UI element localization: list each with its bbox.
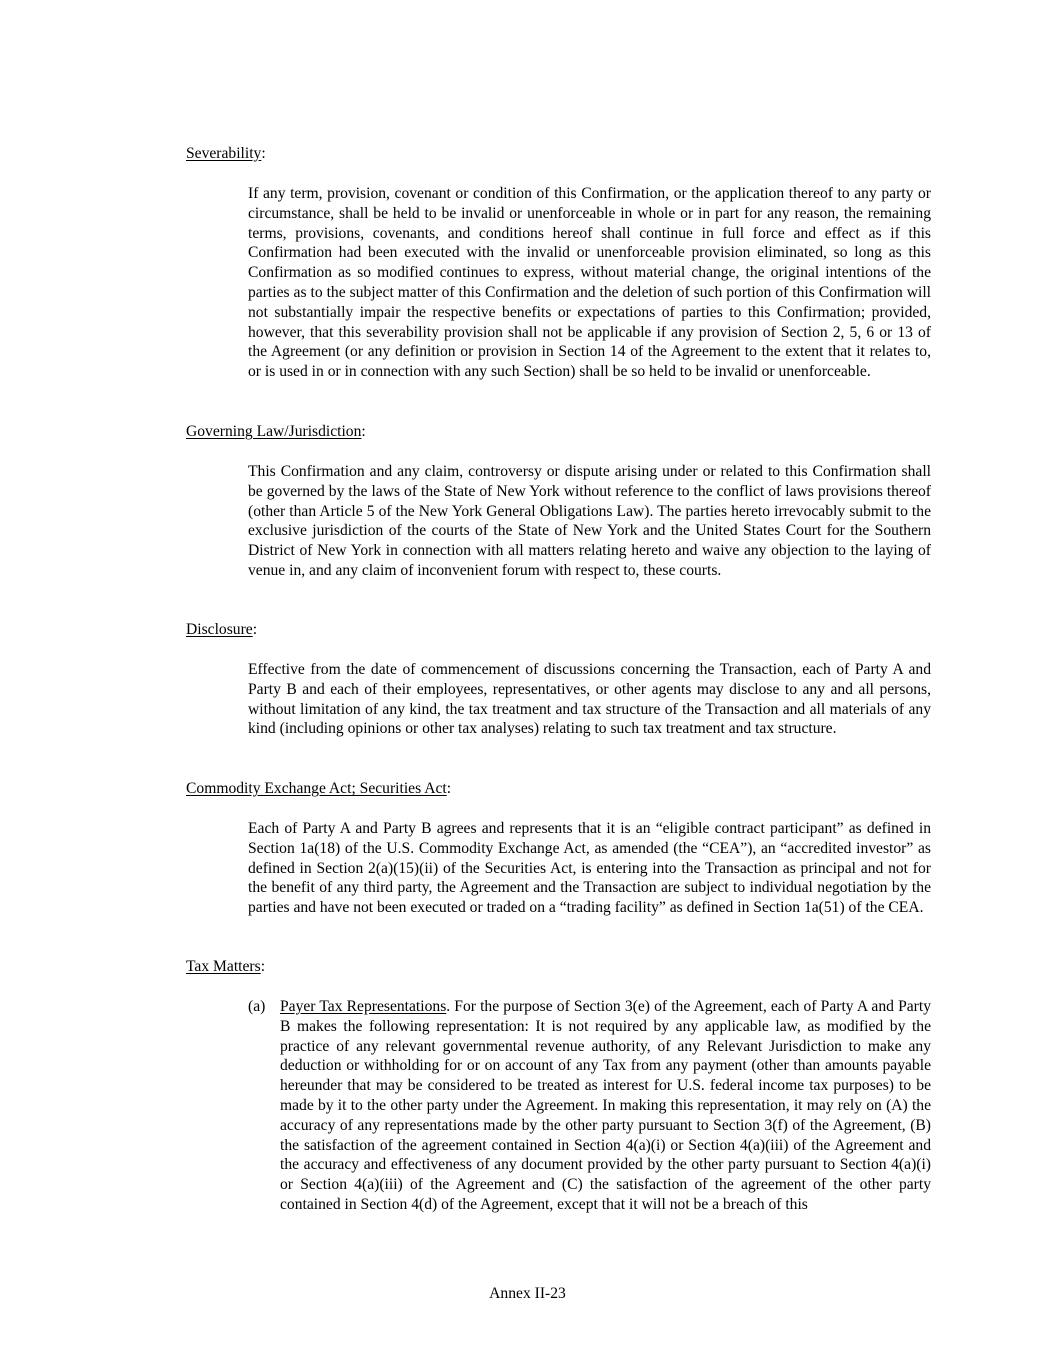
section-heading-commodity-exchange-act: Commodity Exchange Act; Securities Act:	[186, 780, 452, 797]
section-body-severability: If any term, provision, covenant or condition of this Confirmation, or the application thereof to any party or circumstance, shall be held to be invalid or unenforceable in whole or in part for any reason, the remaining terms, provisions, covenants, and conditions hereof shall continue in full force and effect as if this Confirmation had been executed with the invalid or unenforceable provision eliminated, so long as this Confirmation as so modified continues to express, without material change, the original intentions of the parties as to the subject matter of this Confirmation and the deletion of such portion of this Confirmation will not substantially impair the respective benefits or expectations of parties to this Confirmation; provided, however, that this severability provision shall not be applicable if any provision of Section 2, 5, 6 or 13 of the Agreement (or any definition or provision in Section 14 of the Agreement to the extent that it relates to, or is used in or in connection with any such Section) shall be so held to be invalid or unenforceable.	[248, 185, 931, 381]
section-heading-governing-law: Governing Law/Jurisdiction:	[186, 423, 366, 440]
section-body-disclosure: Effective from the date of commencement of discussions concerning the Transaction, each of Party A and Party B and each of their employees, representatives, or other agents may disclose to any and all persons, without limitation of any kind, the tax treatment and tax structure of the Transaction and all materials of any kind (including opinions or other tax analyses) relating to such tax treatment and tax structure.	[248, 661, 931, 738]
section-body-commodity-exchange-act: Each of Party A and Party B agrees and represents that it is an “eligible contract participant” as defined in Section 1a(18) of the U.S. Commodity Exchange Act, as amended (the “CEA”), an “accredited investor” as defined in Section 2(a)(15)(ii) of the Securities Act, is entering into the Transaction as principal and not for the benefit of any third party, the Agreement and the Transaction are subject to individual negotiation by the parties and have not been executed or traded on a “trading facility” as defined in Section 1a(51) of the CEA.	[248, 820, 931, 917]
section-body-governing-law: This Confirmation and any claim, controversy or dispute arising under or related to this Confirmation shall be governed by the laws of the State of New York without reference to the conflict of laws provisions thereof (other than Article 5 of the New York General Obligations Law). The parties hereto irrevocably submit to the exclusive jurisdiction of the courts of the State of New York and the United States Court for the Southern District of New York in connection with all matters relating hereto and waive any objection to the laying of venue in, and any claim of inconvenient forum with respect to, these courts.	[248, 463, 931, 579]
page-footer: Annex II-23	[489, 1285, 566, 1302]
section-heading-severability: Severability:	[186, 145, 266, 162]
section-heading-disclosure: Disclosure:	[186, 621, 258, 638]
item-body: . For the purpose of Section 3(e) of the Agreement, each of Party A and Party B makes the following representation: It is not required by any applicable law, as modified by the practice of any relevant governmental revenue authority, of any Relevant Jurisdiction to make any deduction or withholding for or on account of any Tax from any payment (other than amounts payable hereunder that may be considered to be treated as interest for U.S. federal income tax purposes) to be made by it to the other party under the Agreement. In making this representation, it may rely on (A) the accuracy of any representations made by the other party pursuant to Section 3(f) of the Agreement, (B) the satisfaction of the agreement contained in Section 4(a)(i) or Section 4(a)(iii) of the Agreement and the accuracy and effectiveness of any document provided by the other party pursuant to Section 4(a)(i) or Section 4(a)(iii) of the Agreement and (C) the satisfaction of the agreement of the other party contained in Section 4(d) of the Agreement, except that it will not be a breach of this	[280, 998, 931, 1213]
item-title: Payer Tax Representations	[280, 998, 447, 1015]
item-label: (a)	[248, 998, 266, 1015]
item-text	[280, 997, 931, 1215]
section-heading-tax-matters: Tax Matters:	[186, 958, 266, 975]
